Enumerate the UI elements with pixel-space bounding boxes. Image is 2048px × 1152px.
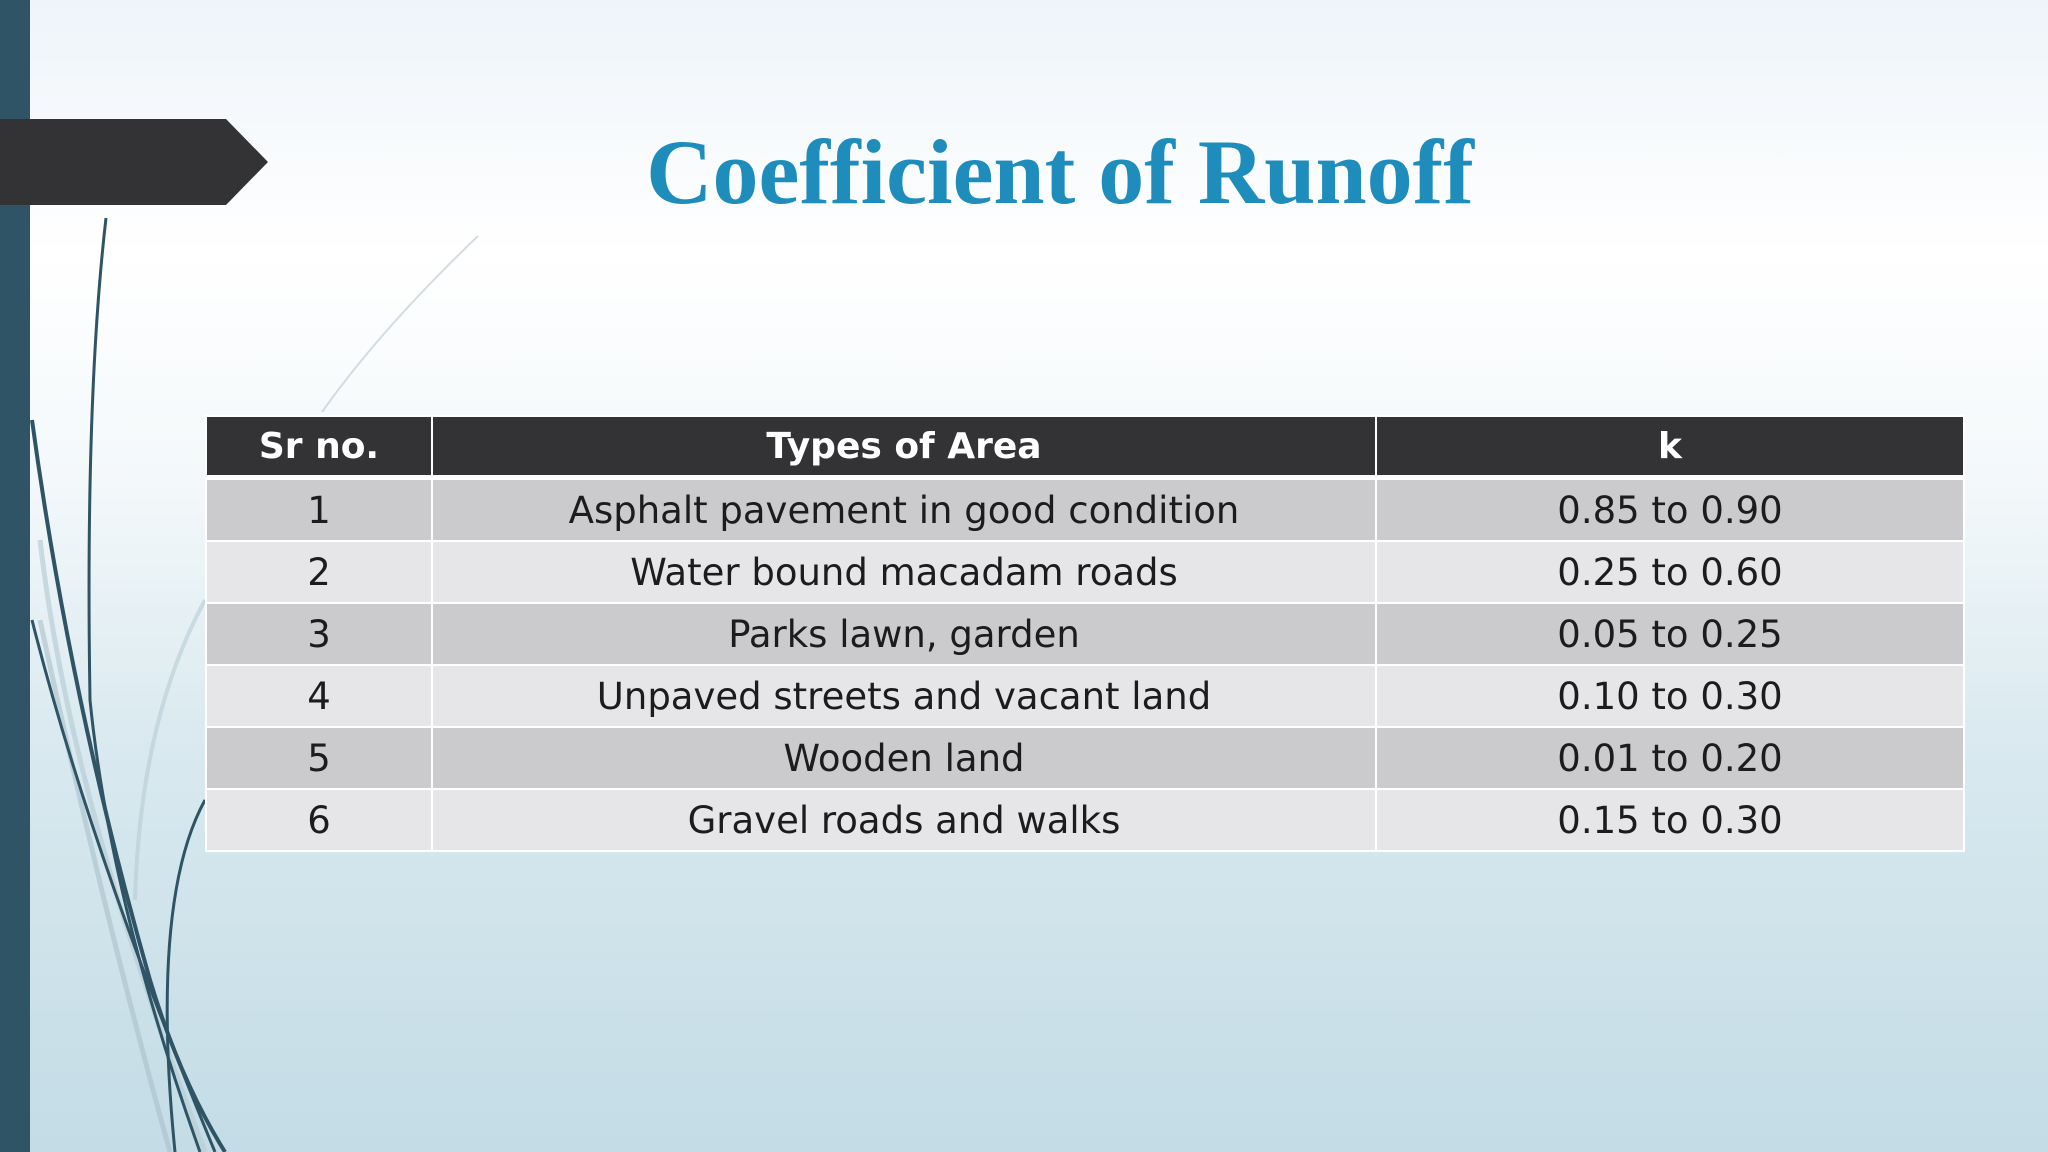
runoff-coefficient-table: [205, 415, 1965, 852]
cell-k-value: 0.25 to 0.60: [1376, 541, 1964, 603]
table-row: [206, 603, 1964, 665]
header-types-of-area: Types of Area: [432, 416, 1376, 478]
title-arrow-tab: [0, 119, 270, 205]
table-row: [206, 727, 1964, 789]
table-header-row: [206, 416, 1964, 478]
cell-sr-no: 3: [206, 603, 432, 665]
slide-title: Coefficient of Runoff: [646, 121, 1474, 223]
cell-area-type: Asphalt pavement in good condition: [432, 478, 1376, 542]
runoff-table-container: [205, 415, 1963, 852]
header-sr-no: Sr no.: [206, 416, 432, 478]
cell-k-value: 0.10 to 0.30: [1376, 665, 1964, 727]
cell-sr-no: 5: [206, 727, 432, 789]
cell-area-type: Water bound macadam roads: [432, 541, 1376, 603]
cell-area-type: Unpaved streets and vacant land: [432, 665, 1376, 727]
cell-sr-no: 2: [206, 541, 432, 603]
table-row: [206, 541, 1964, 603]
table-row: [206, 478, 1964, 542]
cell-area-type: Gravel roads and walks: [432, 789, 1376, 851]
cell-k-value: 0.01 to 0.20: [1376, 727, 1964, 789]
cell-sr-no: 1: [206, 478, 432, 542]
table-row: [206, 665, 1964, 727]
cell-k-value: 0.05 to 0.25: [1376, 603, 1964, 665]
cell-area-type: Wooden land: [432, 727, 1376, 789]
header-k: k: [1376, 416, 1964, 478]
cell-k-value: 0.85 to 0.90: [1376, 478, 1964, 542]
cell-area-type: Parks lawn, garden: [432, 603, 1376, 665]
table-row: [206, 789, 1964, 851]
cell-sr-no: 6: [206, 789, 432, 851]
cell-k-value: 0.15 to 0.30: [1376, 789, 1964, 851]
cell-sr-no: 4: [206, 665, 432, 727]
